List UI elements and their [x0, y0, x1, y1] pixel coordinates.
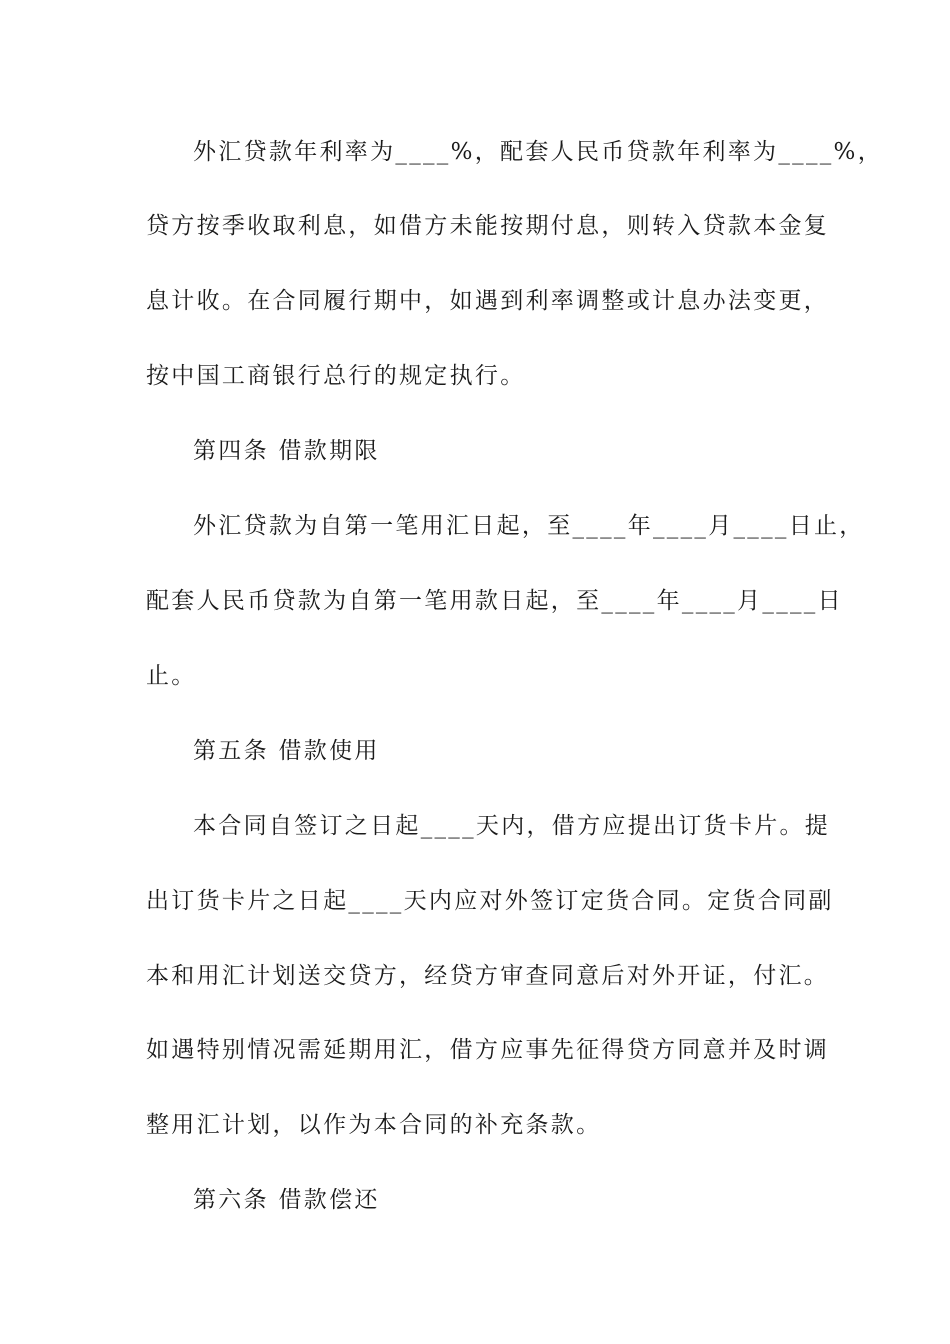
paragraph-line: 外汇贷款年利率为____%，配套人民币贷款年利率为____%，	[193, 139, 884, 165]
paragraph-line: 息计收。在合同履行期中，如遇到利率调整或计息办法变更，	[146, 288, 830, 314]
paragraph-line: 如遇特别情况需延期用汇，借方应事先征得贷方同意并及时调	[146, 1037, 830, 1063]
paragraph-line: 本和用汇计划送交贷方，经贷方审查同意后对外开证，付汇。	[146, 963, 830, 989]
paragraph-line: 本合同自签订之日起____天内，借方应提出订货卡片。提	[193, 813, 831, 839]
paragraph-line: 出订货卡片之日起____天内应对外签订定货合同。定货合同副	[146, 888, 834, 914]
paragraph-line: 贷方按季收取利息，如借方未能按期付息，则转入贷款本金复	[146, 213, 830, 239]
paragraph-line: 外汇贷款为自第一笔用汇日起，至____年____月____日止，	[193, 513, 865, 539]
section-heading: 第五条 借款使用	[193, 738, 380, 764]
paragraph-line: 配套人民币贷款为自第一笔用款日起，至____年____月____日	[146, 588, 843, 614]
section-heading: 第四条 借款期限	[193, 438, 380, 464]
paragraph-line: 整用汇计划，以作为本合同的补充条款。	[146, 1112, 602, 1138]
paragraph-line: 止。	[146, 663, 197, 689]
section-heading: 第六条 借款偿还	[193, 1187, 380, 1213]
paragraph-line: 按中国工商银行总行的规定执行。	[146, 363, 526, 389]
